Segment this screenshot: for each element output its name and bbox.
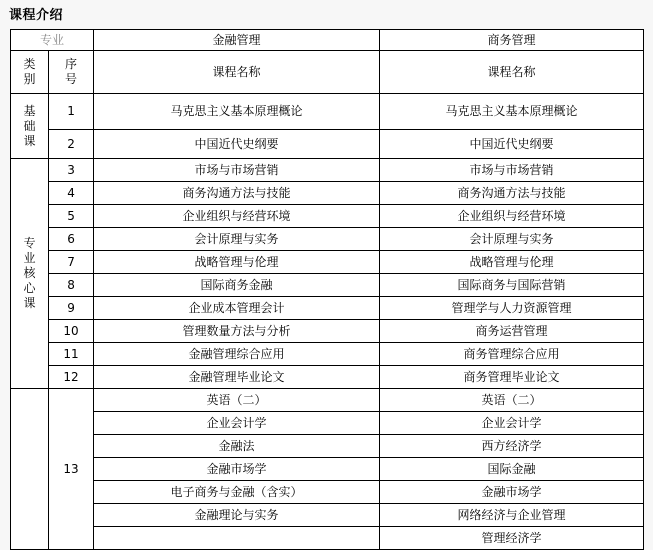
course-b: 战略管理与伦理 — [380, 251, 644, 274]
row-no: 4 — [49, 182, 94, 205]
course-a — [94, 527, 380, 550]
course-a: 管理数量方法与分析 — [94, 320, 380, 343]
category-label: 类 别 — [11, 51, 49, 94]
category-core: 专 业 核 心 课 — [11, 159, 49, 389]
table-row — [11, 435, 644, 458]
course-a: 金融管理毕业论文 — [94, 366, 380, 389]
table-subheader-row — [11, 51, 644, 94]
table-header-row — [11, 30, 644, 51]
major-a-header: 金融管理 — [94, 30, 380, 51]
table-row — [11, 343, 644, 366]
course-a: 商务沟通方法与技能 — [94, 182, 380, 205]
row-no: 6 — [49, 228, 94, 251]
course-b: 网络经济与企业管理 — [380, 504, 644, 527]
row-no: 2 — [49, 130, 94, 159]
course-name-b-header: 课程名称 — [380, 51, 644, 94]
course-b: 国际金融 — [380, 458, 644, 481]
table-row — [11, 182, 644, 205]
table-row — [11, 205, 644, 228]
course-b: 市场与市场营销 — [380, 159, 644, 182]
row-no: 10 — [49, 320, 94, 343]
course-b: 企业会计学 — [380, 412, 644, 435]
table-row — [11, 412, 644, 435]
course-b: 商务管理毕业论文 — [380, 366, 644, 389]
table-row — [11, 297, 644, 320]
course-b: 马克思主义基本原理概论 — [380, 94, 644, 130]
course-b: 会计原理与实务 — [380, 228, 644, 251]
row-no: 1 — [49, 94, 94, 130]
course-a: 企业组织与经营环境 — [94, 205, 380, 228]
course-a: 企业会计学 — [94, 412, 380, 435]
course-a: 电子商务与金融（含实） — [94, 481, 380, 504]
category-elective-blank — [11, 389, 49, 550]
course-a: 中国近代史纲要 — [94, 130, 380, 159]
table-row — [11, 130, 644, 159]
table-row — [11, 481, 644, 504]
course-name-a-header: 课程名称 — [94, 51, 380, 94]
course-b: 管理经济学 — [380, 527, 644, 550]
table-row — [11, 389, 644, 412]
course-a: 市场与市场营销 — [94, 159, 380, 182]
course-table — [10, 29, 644, 550]
table-row — [11, 94, 644, 130]
course-a: 金融理论与实务 — [94, 504, 380, 527]
page-title: 课程介绍 — [9, 8, 64, 23]
course-a: 企业成本管理会计 — [94, 297, 380, 320]
course-a: 英语（二） — [94, 389, 380, 412]
course-a: 金融市场学 — [94, 458, 380, 481]
major-label: 专业 — [11, 30, 94, 51]
row-no: 13 — [49, 389, 94, 550]
table-row — [11, 366, 644, 389]
row-no: 7 — [49, 251, 94, 274]
course-b: 中国近代史纲要 — [380, 130, 644, 159]
course-a: 国际商务金融 — [94, 274, 380, 297]
table-row — [11, 228, 644, 251]
row-no: 8 — [49, 274, 94, 297]
seq-label: 序 号 — [49, 51, 94, 94]
row-no: 5 — [49, 205, 94, 228]
course-a: 金融法 — [94, 435, 380, 458]
table-row — [11, 274, 644, 297]
row-no: 12 — [49, 366, 94, 389]
course-b: 金融市场学 — [380, 481, 644, 504]
table-row — [11, 320, 644, 343]
course-a: 战略管理与伦理 — [94, 251, 380, 274]
row-no: 11 — [49, 343, 94, 366]
row-no: 3 — [49, 159, 94, 182]
course-a: 金融管理综合应用 — [94, 343, 380, 366]
course-b: 商务运营管理 — [380, 320, 644, 343]
course-b: 企业组织与经营环境 — [380, 205, 644, 228]
table-row — [11, 159, 644, 182]
course-b: 英语（二） — [380, 389, 644, 412]
category-basic: 基 础 课 — [11, 94, 49, 159]
table-row — [11, 504, 644, 527]
major-b-header: 商务管理 — [380, 30, 644, 51]
table-row — [11, 458, 644, 481]
course-a: 会计原理与实务 — [94, 228, 380, 251]
course-b: 管理学与人力资源管理 — [380, 297, 644, 320]
table-row — [11, 251, 644, 274]
course-b: 商务管理综合应用 — [380, 343, 644, 366]
course-b: 西方经济学 — [380, 435, 644, 458]
table-row — [11, 527, 644, 550]
row-no: 9 — [49, 297, 94, 320]
course-b: 国际商务与国际营销 — [380, 274, 644, 297]
course-a: 马克思主义基本原理概论 — [94, 94, 380, 130]
course-b: 商务沟通方法与技能 — [380, 182, 644, 205]
